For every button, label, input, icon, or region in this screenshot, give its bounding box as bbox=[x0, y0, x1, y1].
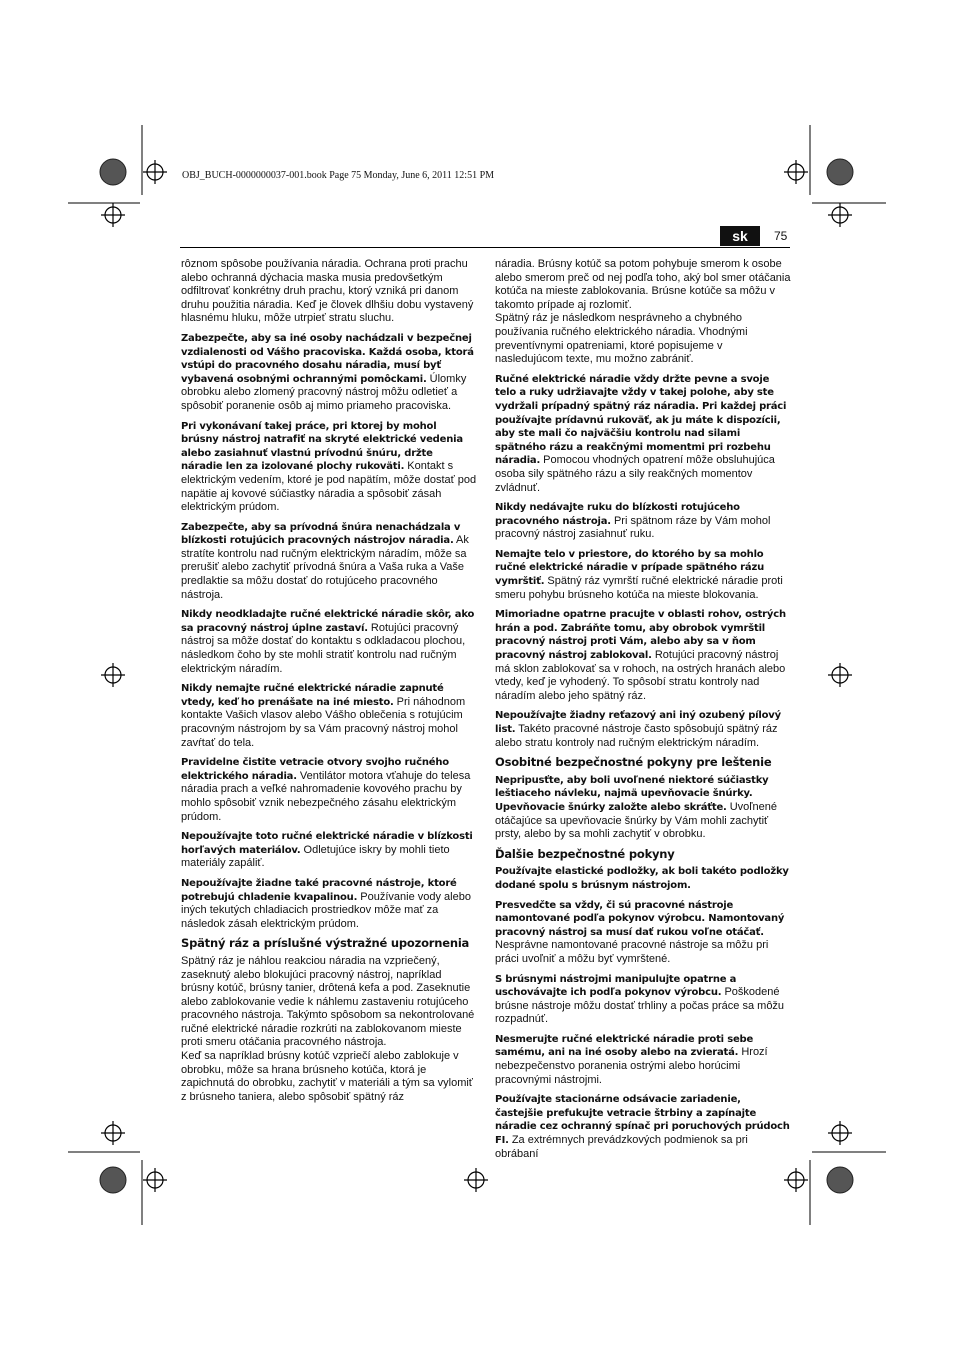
paragraph bbox=[181, 877, 477, 931]
paragraph bbox=[495, 501, 791, 542]
bold-text: Nesmerujte ručné elektrické náradie proti sebe samému, ani na iné osoby alebo na zvieratá. bbox=[495, 1033, 754, 1059]
paragraph bbox=[181, 521, 477, 603]
paragraph bbox=[181, 830, 477, 871]
section-heading: Ďalšie bezpečnostné pokyny bbox=[495, 846, 675, 861]
body-text: Spätný ráz vymrští ručné elektrické náradie proti smeru pohybu brúsneho kotúča na mieste blokovania. bbox=[495, 575, 783, 601]
paragraph: Spätný ráz je náhlou reakciou náradia na vzpriečený, zaseknutý alebo blokujúci pracovný nástroj, napríklad brúsny kotúč, brúsny tanier, drôtená kefa a pod. Zaseknutie alebo zablokovanie vedie k náhlemu zastaveniu rotujúceho pracovného nástroja. Takýmto spôsobom sa nekontrolované ručné elektrické náradie rozkrúti na zablokovanom mieste proti smeru otáčania pracovného nástroja. bbox=[181, 954, 475, 1049]
left-column bbox=[181, 258, 477, 1110]
body-text: Takéto pracovné nástroje často spôsobujú spätný ráz alebo stratu kontroly nad ručným elektrickým náradím. bbox=[495, 723, 778, 749]
body-text: Rotujúci pracovný nástroj sa môže dostať do kontaktu s odkladacou plochou, následkom čoho by ste mohli stratiť kontrolu nad ručným elektrickým náradím. bbox=[181, 621, 466, 675]
paragraph: Spätný ráz je následkom nesprávneho a chybného používania ručného elektrického náradia. Vhodnými preventívnymi opatreniami, ktoré popisujeme v nasledujúcom texte, mu možno zabrániť. bbox=[495, 312, 748, 366]
body-text: Ventilátor motora vťahuje do telesa náradia prach a veľké nahromadenie kovového prachu by mohlo spôsobiť vznik nebezpečného zásahu elektrickým prúdom. bbox=[181, 769, 471, 823]
body-text: Hrozí nebezpečenstvo poranenia ostrými alebo horúcimi pracovnými nástrojmi. bbox=[495, 1046, 768, 1086]
paragraph bbox=[495, 709, 791, 750]
page-number: 75 bbox=[774, 229, 788, 243]
right-column bbox=[495, 258, 791, 1167]
bold-text: Pravidelne čistite vetracie otvory svojho ručného elektrického náradia. bbox=[181, 757, 449, 782]
bold-text: Nepoužívajte žiadne také pracovné nástroje, ktoré potrebujú chladenie kvapalinou. bbox=[181, 877, 457, 903]
body-text: Pri spätnom ráze by Vám mohol pracovný nástroj zasiahnuť ruku. bbox=[495, 514, 771, 541]
body-text: Nesprávne namontované pracovné nástroje sa môžu pri práci uvoľniť a môžu byť vymrštené. bbox=[495, 939, 769, 965]
body-text: Pomocou vhodných opatrení môže obsluhujúca osoba sily spätného rázu a sily reakčných momentov zvládnuť. bbox=[495, 454, 775, 494]
bold-text: Nepoužívajte toto ručné elektrické náradie v blízkosti horľavých materiálov. bbox=[181, 831, 473, 856]
paragraph bbox=[495, 973, 791, 1027]
body-text: Odletujúce iskry by mohli tieto materiály zapáliť. bbox=[181, 843, 450, 870]
bold-text: Zabezpečte, aby sa prívodná šnúra nenachádzala v blízkosti rotujúcich pracovných nástrojov náradia. bbox=[181, 521, 461, 547]
bold-text: Pri vykonávaní takej práce, pri ktorej by mohol brúsny nástroj natrafiť na skryté elektrické vedenia alebo zasiahnuť vlastnú prívodnú šnúru, držte náradie len za izolované plochy rukoväti. bbox=[181, 420, 463, 473]
bold-text: Zabezpečte, aby sa iné osoby nachádzali v bezpečnej vzdialenosti od Vášho pracoviska. Každá osoba, ktorá vstúpi do pracovného dosahu náradia, musí byť vybavená osobnými ochrannými pomôckami. bbox=[181, 332, 474, 385]
paragraph bbox=[495, 373, 791, 495]
paragraph bbox=[495, 774, 791, 842]
paragraph bbox=[495, 1093, 791, 1161]
section-heading: Spätný ráz a príslušné výstražné upozornenia bbox=[181, 936, 470, 951]
section-heading: Osobitné bezpečnostné pokyny pre leštenie bbox=[495, 755, 772, 770]
paragraph bbox=[181, 682, 477, 750]
bold-text: Nikdy nemajte ručné elektrické náradie zapnuté vtedy, keď ho prenášate na iné miesto. bbox=[181, 683, 444, 708]
bold-text: Nepripusťte, aby boli uvoľnené niektoré súčiastky leštiaceho návleku, najmä upevňovacie šnúrky. Upevňovacie šnúrky založte alebo skráťte. bbox=[495, 774, 769, 813]
body-text: Pri náhodnom kontakte Vašich vlasov alebo Vášho oblečenia s rotujúcim pracovným nástrojom by sa Vám pracovný nástroj mohol zavŕtať do tela. bbox=[181, 695, 466, 749]
paragraph bbox=[495, 608, 791, 703]
paragraph: rôznom spôsobe používania náradia. Ochrana proti prachu alebo ochranná dýchacia maska musia predovšetkým odfiltrovať konkrétny druh prachu, ktorý vzniká pri danom druhu použitia náradia. Keď je človek dlhšiu dobu vystavený hlasnému hluku, môže utrpieť stratu sluchu. bbox=[181, 258, 474, 325]
paragraph: Keď sa napríklad brúsny kotúč vzpriečí alebo zablokuje v obrobku, môže sa hrana brúsneho kotúča, ktorá je zapichnutá do obrobku, zachytiť v materiáli a tým sa vylomiť z brúsneho taniera, alebo spôsobiť spätný ráz bbox=[181, 1050, 473, 1103]
bold-text: Používajte elastické podložky, ak boli takéto podložky dodané spolu s brúsnym nástrojom. bbox=[495, 866, 789, 891]
body-text: Za extrémnych prevádzkových podmienok sa pri obrábaní bbox=[495, 1134, 748, 1160]
body-text: Rotujúci pracovný nástroj má sklon zablokovať sa v rohoch, na ostrých hranách alebo vtedy, keď je vyhodený. To spôsobí stratu kontroly nad náradím alebo jeho spätný ráz. bbox=[495, 649, 786, 702]
paragraph bbox=[495, 899, 791, 967]
body-text: Uvoľnené otáčajúce sa upevňovacie šnúrky by Vám mohli zachytiť prsty, alebo by sa mohli zachytiť v obrobku. bbox=[495, 800, 777, 841]
body-text: Ak stratíte kontrolu nad ručným elektrickým náradím, môže sa prerušiť alebo zachytiť prívodná šnúra a Vaša ruka a Vaše predlaktie sa môžu dostať do rotujúceho pracovného nástroja. bbox=[181, 534, 469, 601]
bold-text: Nikdy nedávajte ruku do blízkosti rotujúceho pracovného nástroja. bbox=[495, 502, 740, 527]
bold-text: S brúsnymi nástrojmi manipulujte opatrne a uschovávajte ich podľa pokynov výrobcu. bbox=[495, 973, 737, 999]
paragraph bbox=[495, 865, 791, 892]
header-rule bbox=[180, 247, 790, 248]
bold-text: Nikdy neodkladajte ručné elektrické náradie skôr, ako sa pracovný nástroj úplne zastaví. bbox=[181, 609, 475, 634]
bold-text: Nepoužívajte žiadny reťazový ani iný ozubený pílový list. bbox=[495, 710, 781, 735]
body-text: Poškodené brúsne nástroje môžu dostať trhliny a počas práce sa môžu rozpadnúť. bbox=[495, 986, 785, 1026]
bold-text: Ručné elektrické náradie vždy držte pevne a svoje telo a ruky udržiavajte vždy v takej polohe, aby ste vydržali prípadný spätný ráz náradia. Pri každej práci používajte prídavnú rukoväť, ak ju máte k dispozícii, aby ste mali čo najväčšiu kontrolu nad silami spätného rázu a reakčnými momentmi pri rozbehu náradia. bbox=[495, 373, 787, 467]
paragraph bbox=[495, 1033, 791, 1087]
bold-text: Nemajte telo v priestore, do ktorého by sa mohlo ručné elektrické náradie v prípade spätného rázu vymrštiť. bbox=[495, 548, 764, 588]
paragraph bbox=[181, 756, 477, 824]
body-text: Používanie vody alebo iných tekutých chladiacich prostriedkov môže mať za následok zásah elektrickým prúdom. bbox=[181, 890, 471, 930]
print-header: OBJ_BUCH-0000000037-001.book Page 75 Monday, June 6, 2011 12:51 PM bbox=[182, 170, 495, 181]
paragraph bbox=[181, 420, 477, 515]
bold-text: Používajte stacionárne odsávacie zariadenie, častejšie prefukujte vetracie štrbiny a zapínajte náradie cez ochranný spínač pri poruchových prúdoch FI. bbox=[495, 1094, 790, 1147]
paragraph bbox=[181, 332, 477, 414]
paragraph bbox=[495, 548, 791, 602]
bold-text: Presvedčte sa vždy, či sú pracovné nástroje namontované podľa pokynov výrobcu. Namontovaný pracovný nástroj sa musí dať rukou voľne otáčať. bbox=[495, 899, 785, 938]
paragraph bbox=[181, 608, 477, 676]
body-text: Úlomky obrobku alebo zlomený pracovný nástroj môžu odletieť a spôsobiť poranenie osôb aj mimo priameho pracoviska. bbox=[181, 372, 467, 412]
paragraph: náradia. Brúsny kotúč sa potom pohybuje smerom k osobe alebo smerom preč od nej podľa toho, aký bol smer otáčania kotúča na mieste zablokovania. Brúsne kotúče sa môžu v takomto prípade aj rozlomiť. bbox=[495, 258, 791, 311]
language-badge: sk bbox=[720, 226, 760, 246]
body-text: Kontakt s elektrickým vedením, ktoré je pod napätím, môže dostať pod napätie aj kovové súčiastky náradia a spôsobiť zásah elektrickým prúdom. bbox=[181, 460, 477, 514]
bold-text: Mimoriadne opatrne pracujte v oblasti rohov, ostrých hrán a pod. Zabráňte tomu, aby obrobok vymrštil pracovný nástroj proti Vám, alebo aby sa v ňom pracovný nástroj zablokoval. bbox=[495, 609, 786, 662]
